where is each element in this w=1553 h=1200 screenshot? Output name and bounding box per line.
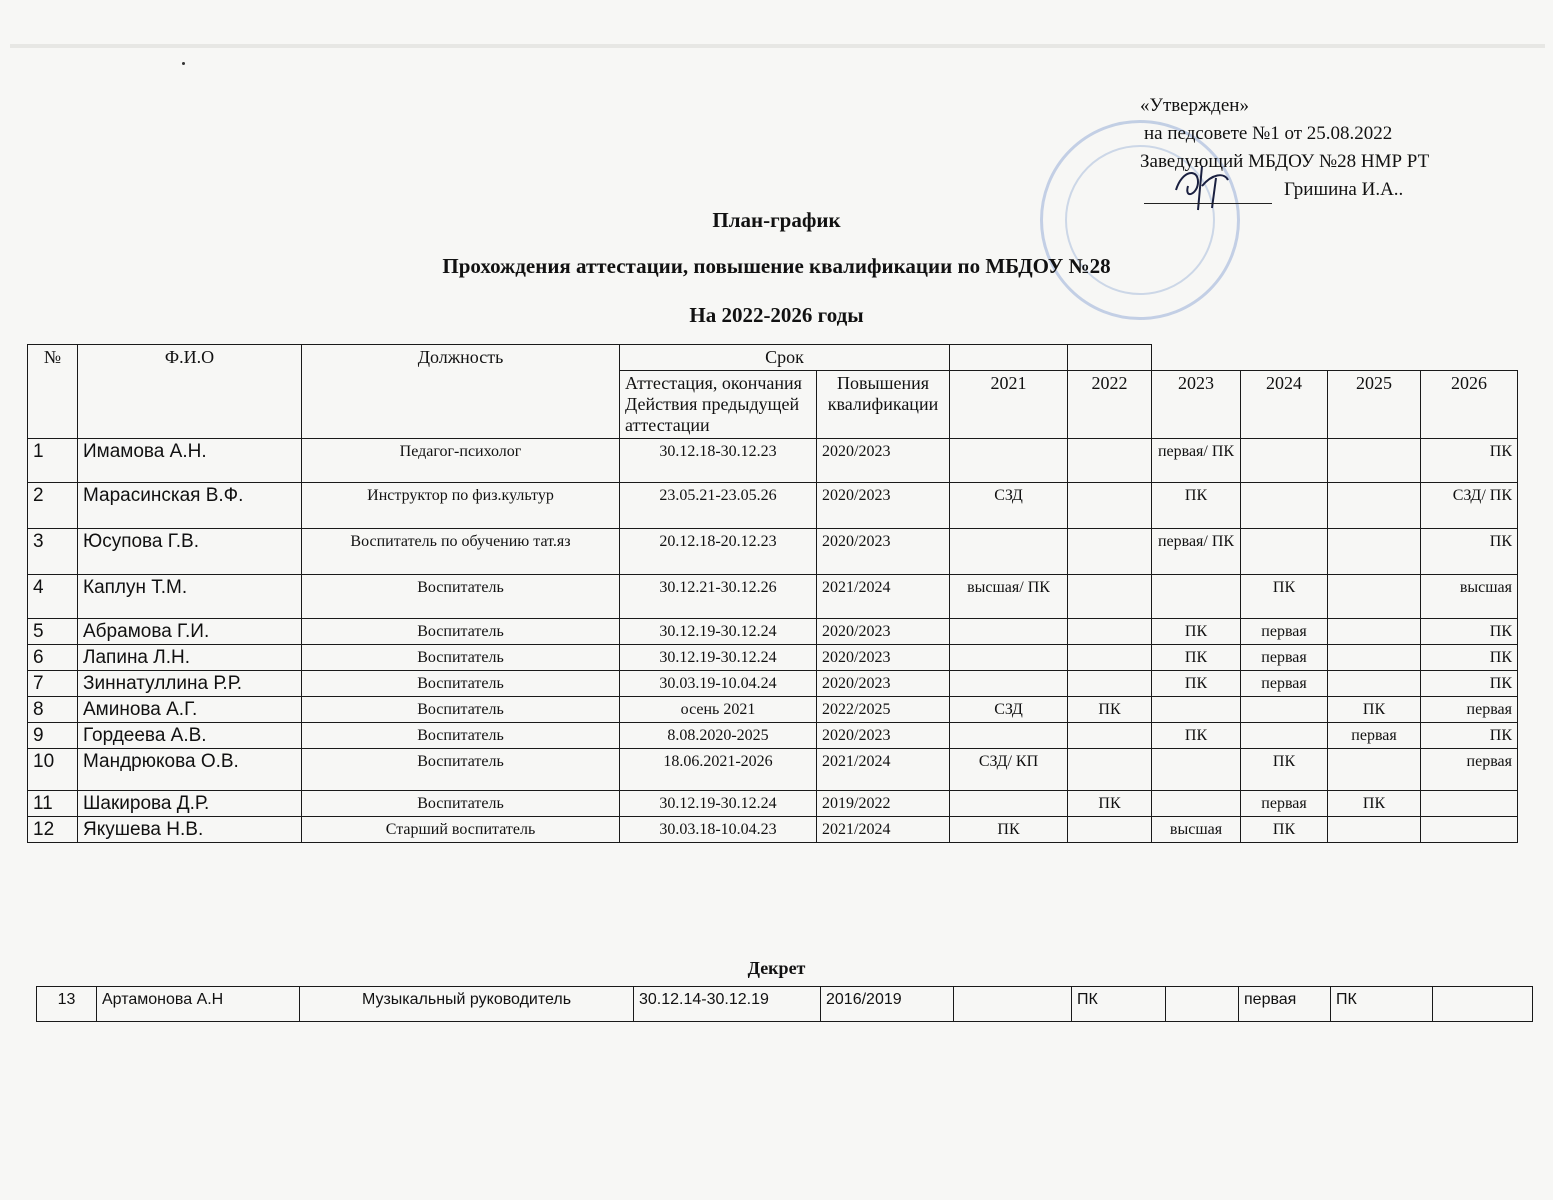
cell-attestation: 18.06.2021-2026 <box>620 749 817 791</box>
table-row <box>28 575 1518 619</box>
cell-2024: ПК <box>1241 817 1328 843</box>
cell-2024: ПК <box>1241 749 1328 791</box>
cell-2024: первая <box>1241 619 1328 645</box>
cell-2023: ПК <box>1152 619 1241 645</box>
cell-qualification: 2021/2024 <box>817 575 950 619</box>
cell-2023 <box>1152 791 1241 817</box>
cell-position: Инструктор по физ.культур <box>302 483 620 529</box>
cell-attestation: 30.12.19-30.12.24 <box>620 645 817 671</box>
cell-qualification: 2016/2019 <box>821 987 954 1022</box>
cell-2026: высшая <box>1421 575 1518 619</box>
table-row <box>28 723 1518 749</box>
cell-qualification: 2021/2024 <box>817 749 950 791</box>
table-row <box>28 483 1518 529</box>
cell-name: Абрамова Г.И. <box>78 619 302 645</box>
cell-2026: ПК <box>1421 529 1518 575</box>
scan-speck <box>182 62 185 65</box>
cell-name: Марасинская В.Ф. <box>78 483 302 529</box>
cell-2023: ПК <box>1152 483 1241 529</box>
cell-2023: высшая <box>1152 817 1241 843</box>
header-attestation: Аттестация, окончания Действия предыдущей аттестации <box>620 371 817 439</box>
cell-position: Воспитатель по обучению тат.яз <box>302 529 620 575</box>
cell-position: Старший воспитатель <box>302 817 620 843</box>
cell-2025 <box>1328 671 1421 697</box>
schedule-table <box>27 344 1518 843</box>
cell-position: Воспитатель <box>302 791 620 817</box>
cell-attestation: 23.05.21-23.05.26 <box>620 483 817 529</box>
cell-2024 <box>1241 439 1328 483</box>
table-row <box>28 645 1518 671</box>
cell-qualification: 2019/2022 <box>817 791 950 817</box>
cell-2024: ПК <box>1241 575 1328 619</box>
cell-2021: СЗД <box>950 697 1068 723</box>
cell-position: Воспитатель <box>302 575 620 619</box>
cell-num: 9 <box>28 723 78 749</box>
decret-heading: Декрет <box>747 958 806 978</box>
header-term: Срок <box>620 345 950 371</box>
cell-qualification: 2020/2023 <box>817 619 950 645</box>
cell-qualification: 2020/2023 <box>817 529 950 575</box>
cell-2021: СЗД/ КП <box>950 749 1068 791</box>
cell-num: 13 <box>37 987 97 1022</box>
cell-2025 <box>1328 575 1421 619</box>
cell-num: 4 <box>28 575 78 619</box>
header-blank <box>950 345 1068 371</box>
cell-2024: первая <box>1241 645 1328 671</box>
cell-2021 <box>954 987 1072 1022</box>
cell-2022: ПК <box>1068 791 1152 817</box>
cell-2025 <box>1328 749 1421 791</box>
cell-2022 <box>1068 483 1152 529</box>
cell-position: Воспитатель <box>302 697 620 723</box>
cell-name: Гордеева А.В. <box>78 723 302 749</box>
header-year: 2026 <box>1421 371 1518 439</box>
cell-num: 10 <box>28 749 78 791</box>
cell-num: 3 <box>28 529 78 575</box>
cell-attestation: 30.12.19-30.12.24 <box>620 619 817 645</box>
cell-2022 <box>1068 439 1152 483</box>
cell-2025: ПК <box>1328 697 1421 723</box>
cell-2026: СЗД/ ПК <box>1421 483 1518 529</box>
cell-qualification: 2020/2023 <box>817 645 950 671</box>
cell-num: 7 <box>28 671 78 697</box>
cell-2022 <box>1068 723 1152 749</box>
cell-name: Мандрюкова О.В. <box>78 749 302 791</box>
cell-2022: ПК <box>1068 697 1152 723</box>
cell-qualification: 2020/2023 <box>817 723 950 749</box>
cell-2022: ПК <box>1072 987 1166 1022</box>
cell-num: 2 <box>28 483 78 529</box>
cell-2026 <box>1421 817 1518 843</box>
cell-2021 <box>950 791 1068 817</box>
cell-2024 <box>1241 697 1328 723</box>
cell-2023 <box>1152 575 1241 619</box>
cell-2024: первая <box>1241 671 1328 697</box>
cell-2023: ПК <box>1152 671 1241 697</box>
cell-position: Музыкальный руководитель <box>300 987 634 1022</box>
cell-qualification: 2022/2025 <box>817 697 950 723</box>
cell-attestation: 30.12.21-30.12.26 <box>620 575 817 619</box>
cell-2024: первая <box>1239 987 1331 1022</box>
cell-qualification: 2020/2023 <box>817 439 950 483</box>
decret-table <box>36 986 1533 1022</box>
header-qualification: Повышения квалификации <box>817 371 950 439</box>
cell-name: Якушева Н.В. <box>78 817 302 843</box>
cell-num: 11 <box>28 791 78 817</box>
approval-status: «Утвержден» <box>1140 95 1249 116</box>
header-year: 2021 <box>950 371 1068 439</box>
cell-name: Артамонова А.Н <box>97 987 300 1022</box>
cell-2026 <box>1421 791 1518 817</box>
document-title: План-график <box>712 208 841 232</box>
cell-num: 8 <box>28 697 78 723</box>
table-row <box>28 791 1518 817</box>
cell-2024: первая <box>1241 791 1328 817</box>
cell-2025: ПК <box>1331 987 1433 1022</box>
cell-2024 <box>1241 529 1328 575</box>
table-header-row <box>28 345 1518 371</box>
table-row <box>37 987 1533 1022</box>
cell-name: Шакирова Д.Р. <box>78 791 302 817</box>
cell-2021 <box>950 619 1068 645</box>
cell-qualification: 2020/2023 <box>817 483 950 529</box>
table-row <box>28 671 1518 697</box>
header-num: № <box>28 345 78 439</box>
cell-2025 <box>1328 483 1421 529</box>
cell-2026: ПК <box>1421 671 1518 697</box>
header-year: 2025 <box>1328 371 1421 439</box>
cell-num: 6 <box>28 645 78 671</box>
cell-2021: высшая/ ПК <box>950 575 1068 619</box>
cell-attestation: 20.12.18-20.12.23 <box>620 529 817 575</box>
cell-2021 <box>950 439 1068 483</box>
cell-2025: ПК <box>1328 791 1421 817</box>
cell-2024 <box>1241 723 1328 749</box>
cell-2025 <box>1328 439 1421 483</box>
cell-2025 <box>1328 817 1421 843</box>
cell-qualification: 2021/2024 <box>817 817 950 843</box>
cell-2022 <box>1068 645 1152 671</box>
cell-attestation: 30.12.18-30.12.23 <box>620 439 817 483</box>
cell-2021: ПК <box>950 817 1068 843</box>
cell-2022 <box>1068 671 1152 697</box>
cell-qualification: 2020/2023 <box>817 671 950 697</box>
cell-2023 <box>1152 697 1241 723</box>
table-row <box>28 817 1518 843</box>
header-name: Ф.И.О <box>78 345 302 439</box>
cell-2025 <box>1328 619 1421 645</box>
cell-num: 5 <box>28 619 78 645</box>
header-blank <box>1068 345 1152 371</box>
cell-2023: первая/ ПК <box>1152 529 1241 575</box>
header-position: Должность <box>302 345 620 439</box>
cell-attestation: 30.12.14-30.12.19 <box>634 987 821 1022</box>
cell-2021: СЗД <box>950 483 1068 529</box>
cell-name: Имамова А.Н. <box>78 439 302 483</box>
cell-num: 12 <box>28 817 78 843</box>
cell-2026: ПК <box>1421 645 1518 671</box>
document-period: На 2022-2026 годы <box>689 303 864 327</box>
cell-2026: ПК <box>1421 619 1518 645</box>
cell-2024 <box>1241 483 1328 529</box>
table-body <box>28 439 1518 843</box>
cell-2022 <box>1068 529 1152 575</box>
table-row <box>28 529 1518 575</box>
cell-2025 <box>1328 645 1421 671</box>
cell-attestation: 30.03.18-10.04.23 <box>620 817 817 843</box>
document-subtitle: Прохождения аттестации, повышение квалификации по МБДОУ №28 <box>442 254 1111 278</box>
header-year: 2023 <box>1152 371 1241 439</box>
cell-2021 <box>950 529 1068 575</box>
cell-attestation: осень 2021 <box>620 697 817 723</box>
approval-head-title: Заведующий МБДОУ №28 НМР РТ <box>1140 151 1430 172</box>
cell-position: Воспитатель <box>302 619 620 645</box>
table-row <box>28 439 1518 483</box>
cell-2021 <box>950 671 1068 697</box>
cell-name: Каплун Т.М. <box>78 575 302 619</box>
table-row <box>28 619 1518 645</box>
cell-2023 <box>1166 987 1239 1022</box>
cell-2025: первая <box>1328 723 1421 749</box>
cell-2023: первая/ ПК <box>1152 439 1241 483</box>
cell-2026: первая <box>1421 749 1518 791</box>
signature-underline <box>1144 185 1272 204</box>
table-row <box>28 749 1518 791</box>
cell-2022 <box>1068 749 1152 791</box>
cell-2023 <box>1152 749 1241 791</box>
cell-position: Воспитатель <box>302 645 620 671</box>
cell-2026: ПК <box>1421 723 1518 749</box>
cell-2023: ПК <box>1152 723 1241 749</box>
approval-head-name: Гришина И.А.. <box>1284 179 1404 200</box>
cell-attestation: 8.08.2020-2025 <box>620 723 817 749</box>
cell-2026: ПК <box>1421 439 1518 483</box>
cell-2022 <box>1068 575 1152 619</box>
cell-num: 1 <box>28 439 78 483</box>
cell-position: Воспитатель <box>302 671 620 697</box>
cell-name: Юсупова Г.В. <box>78 529 302 575</box>
cell-2023: ПК <box>1152 645 1241 671</box>
cell-2022 <box>1068 619 1152 645</box>
cell-position: Воспитатель <box>302 749 620 791</box>
cell-position: Воспитатель <box>302 723 620 749</box>
cell-attestation: 30.12.19-30.12.24 <box>620 791 817 817</box>
cell-2025 <box>1328 529 1421 575</box>
scan-edge <box>10 44 1545 48</box>
table-row <box>28 697 1518 723</box>
cell-name: Аминова А.Г. <box>78 697 302 723</box>
cell-name: Лапина Л.Н. <box>78 645 302 671</box>
cell-2021 <box>950 645 1068 671</box>
cell-2026 <box>1433 987 1533 1022</box>
header-year: 2024 <box>1241 371 1328 439</box>
approval-signature-line <box>1140 176 1429 204</box>
cell-attestation: 30.03.19-10.04.24 <box>620 671 817 697</box>
header-blank <box>1152 345 1518 371</box>
cell-name: Зиннатуллина Р.Р. <box>78 671 302 697</box>
cell-position: Педагог-психолог <box>302 439 620 483</box>
cell-2021 <box>950 723 1068 749</box>
header-year: 2022 <box>1068 371 1152 439</box>
approval-block <box>1140 92 1429 204</box>
cell-2026: первая <box>1421 697 1518 723</box>
approval-meeting: на педсовете №1 от 25.08.2022 <box>1144 123 1393 144</box>
cell-2022 <box>1068 817 1152 843</box>
